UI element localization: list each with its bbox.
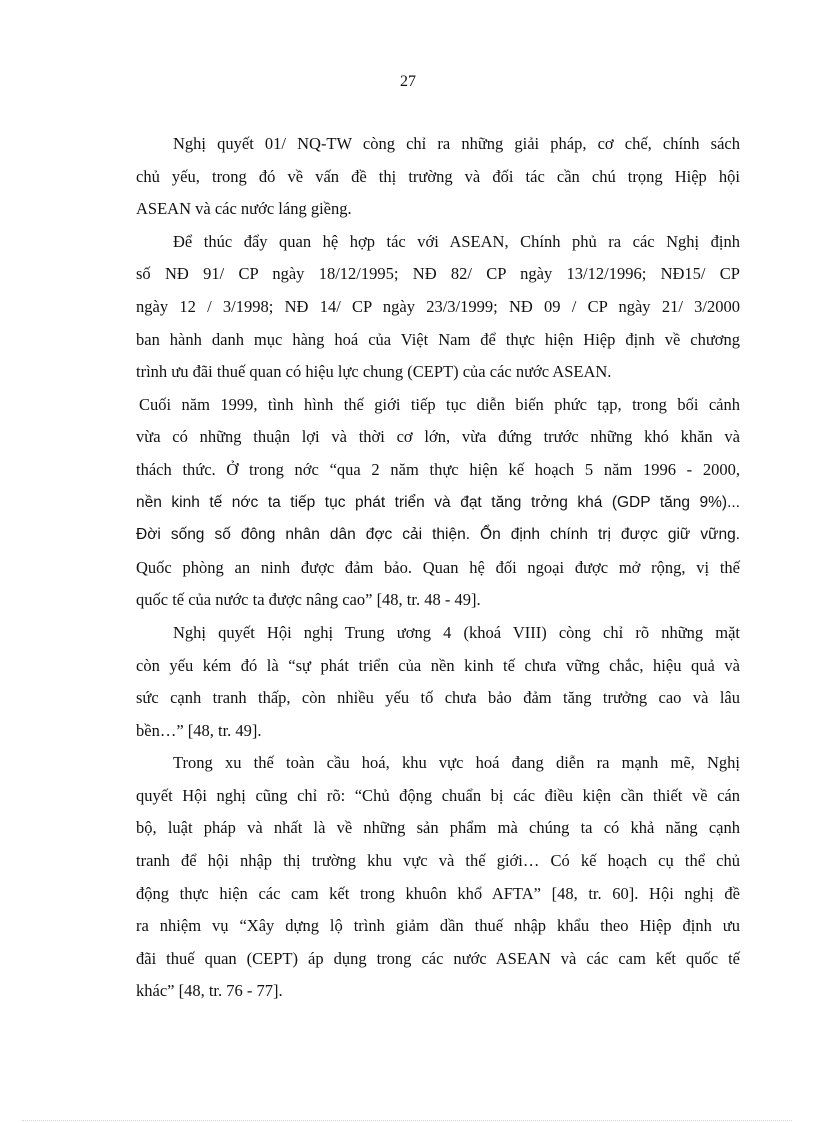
text-line: ban hành danh mục hàng hoá của Việt Nam để thực hiện Hiệp định về chương — [136, 329, 740, 349]
page-number: 27 — [400, 73, 416, 90]
text-line: thách thức. Ở trong nớc “qua 2 năm thực hiện kế hoạch 5 năm 1996 - 2000, — [136, 459, 740, 479]
text-line: Cuối năm 1999, tình hình thế giới tiếp tục diễn biến phức tạp, trong bối cảnh — [139, 394, 740, 414]
text-line: ASEAN và các nước láng giềng. — [136, 199, 352, 219]
text-line: Để thúc đẩy quan hệ hợp tác với ASEAN, Chính phủ ra các Nghị định — [173, 231, 740, 251]
text-line: động thực hiện các cam kết trong khuôn khổ AFTA” [48, tr. 60]. Hội nghị đề — [136, 883, 740, 903]
text-line: Trong xu thế toàn cầu hoá, khu vực hoá đang diễn ra mạnh mẽ, Nghị — [173, 753, 740, 773]
text-line: chủ yếu, trong đó về vấn đề thị trường và đối tác cần chú trọng Hiệp hội — [136, 166, 740, 186]
text-line: Đời sống số đông nhân dân đợc cải thiện. Ổn định chính trị được giữ vững. — [136, 526, 740, 544]
text-line: đãi thuế quan (CEPT) áp dụng trong các nước ASEAN và các cam kết quốc tế — [136, 948, 740, 968]
text-line: quyết Hội nghị cũng chỉ rõ: “Chủ động chuẩn bị các điều kiện cần thiết về cán — [136, 785, 740, 805]
text-line: tranh để hội nhập thị trường khu vực và thế giới… Có kế hoạch cụ thể chủ — [136, 851, 740, 871]
text-line: sức cạnh tranh thấp, còn nhiều yếu tố chưa bảo đảm tăng trưởng cao và lâu — [136, 688, 740, 708]
text-line: ra nhiệm vụ “Xây dựng lộ trình giảm dần thuế nhập khẩu theo Hiệp định ưu — [136, 916, 740, 936]
text-line: bộ, luật pháp và nhất là về những sản phẩm mà chúng ta có khả năng cạnh — [136, 818, 740, 838]
text-line: bền…” [48, tr. 49]. — [136, 720, 262, 740]
document-body — [136, 128, 740, 1008]
text-line: nền kinh tế nớc ta tiếp tục phát triển và đạt tăng trởng khá (GDP tăng 9%)... — [136, 493, 740, 511]
text-line: trình ưu đãi thuế quan có hiệu lực chung (CEPT) của các nước ASEAN. — [136, 362, 612, 382]
text-line: vừa có những thuận lợi và thời cơ lớn, vừa đứng trước những khó khăn và — [136, 427, 740, 447]
text-line: ngày 12 / 3/1998; NĐ 14/ CP ngày 23/3/1999; NĐ 09 / CP ngày 21/ 3/2000 — [136, 296, 740, 316]
text-line: Quốc phòng an ninh được đảm bảo. Quan hệ đối ngoại được mở rộng, vị thế — [136, 557, 740, 577]
text-line: quốc tế của nước ta được nâng cao” [48, tr. 48 - 49]. — [136, 590, 481, 610]
page-bottom-divider — [22, 1120, 792, 1121]
text-line: Nghị quyết 01/ NQ-TW còng chỉ ra những giải pháp, cơ chế, chính sách — [173, 134, 740, 153]
text-line: số NĐ 91/ CP ngày 18/12/1995; NĐ 82/ CP ngày 13/12/1996; NĐ15/ CP — [136, 264, 740, 284]
text-line: khác” [48, tr. 76 - 77]. — [136, 981, 283, 1001]
text-line: còn yếu kém đó là “sự phát triển của nền kinh tế chưa vững chắc, hiệu quả và — [136, 655, 740, 675]
text-line: Nghị quyết Hội nghị Trung ương 4 (khoá VIII) còng chỉ rõ những mặt — [173, 622, 740, 642]
